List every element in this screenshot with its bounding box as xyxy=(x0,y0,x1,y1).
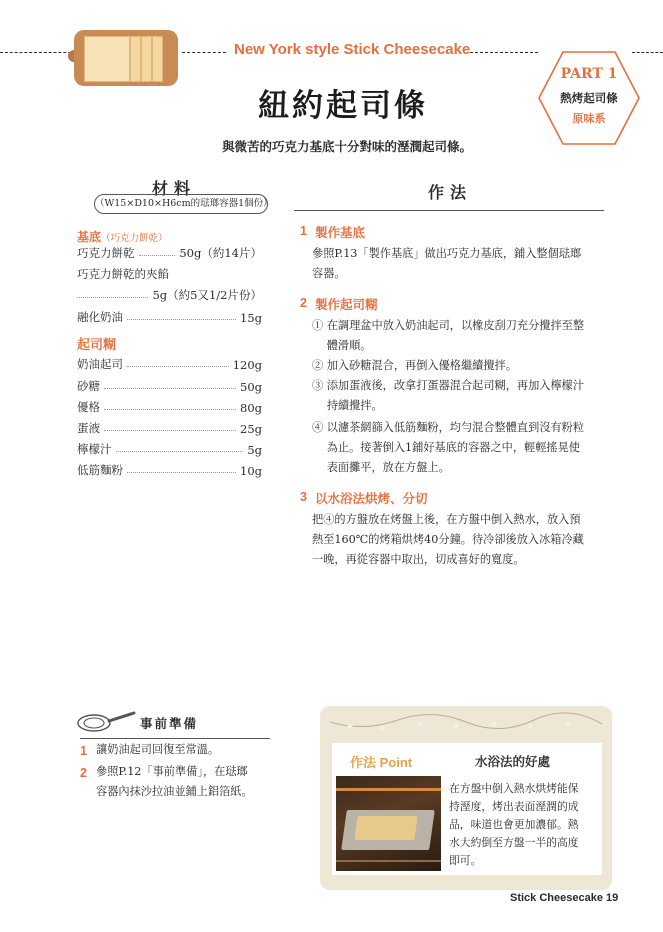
ingredient-amount: 80g xyxy=(240,401,262,415)
ingredient-name: 優格 xyxy=(77,400,100,414)
point-title: 水浴法的好處 xyxy=(475,754,551,769)
step-text: ① 在調理盆中放入奶油起司，以橡皮刮刀充分攪拌至整 xyxy=(312,319,585,332)
ingredient-amount: 15g xyxy=(240,311,262,325)
method-divider xyxy=(294,210,604,211)
step-number: 3 xyxy=(300,490,307,504)
prep-text: 讓奶油起司回復至常溫。 xyxy=(96,743,220,756)
ingredient-row xyxy=(77,397,262,415)
ingredient-row xyxy=(77,307,262,325)
decorative-lights xyxy=(330,712,602,738)
step-text: ④ 以濾茶網篩入低筋麵粉，均勻混合整體直到沒有粉粒 xyxy=(312,421,585,434)
header-dash-left xyxy=(0,52,76,53)
ingredient-row xyxy=(77,460,262,478)
ingredient-row xyxy=(77,418,262,436)
base-section-title: 基底 xyxy=(77,230,102,244)
step-title: 製作基底 xyxy=(315,225,366,240)
header-dash-mid xyxy=(182,52,226,53)
page-title: 紐約起司條 xyxy=(258,88,428,124)
step-text: 為止。接著倒入1鋪好基底的容器之中，輕輕搖晃使 xyxy=(312,441,580,454)
step-text: ③ 添加蛋液後，改拿打蛋器混合起司糊，再加入檸檬汁 xyxy=(312,379,585,392)
step-text: 體滑順。 xyxy=(312,339,372,352)
step-text: 熱至160℃的烤箱烘烤40分鐘。待冷卻後放入冰箱冷藏 xyxy=(312,533,584,546)
ingredient-amount: 50g（約14片） xyxy=(179,246,262,260)
base-section-note: （巧克力餅乾） xyxy=(101,233,168,244)
ingredient-name: 檸檬汁 xyxy=(77,442,112,456)
step-text: 表面攤平，放在方盤上。 xyxy=(312,461,450,474)
header-dash-right xyxy=(470,52,538,53)
prep-heading: 事前準備 xyxy=(140,716,199,731)
ingredient-name: 砂糖 xyxy=(77,379,100,393)
prep-divider xyxy=(80,738,270,739)
step-text: 一晚，再從容器中取出，切成喜好的寬度。 xyxy=(312,553,525,566)
step-number: 1 xyxy=(300,224,307,238)
english-title: New York style Stick Cheesecake xyxy=(234,41,471,58)
step-title: 以水浴法烘烤、分切 xyxy=(315,491,428,506)
ingredient-name: 巧克力餅乾 xyxy=(77,246,135,260)
page-footer: Stick Cheesecake 19 xyxy=(510,892,619,904)
oven-photo xyxy=(336,776,441,871)
point-text: 水大約倒至方盤一半的高度 xyxy=(449,836,579,849)
ingredient-row xyxy=(77,439,262,457)
container-size-note: （W15×D10×H6cm的琺瑯容器1個份） xyxy=(94,194,268,214)
ingredient-row xyxy=(77,354,262,372)
batter-section-title: 起司糊 xyxy=(77,338,117,353)
ingredient-amount: 5g（約5又1/2片份） xyxy=(152,288,262,302)
ingredient-amount: 50g xyxy=(240,380,262,394)
part-badge-category: 熱烤起司條 xyxy=(560,91,618,105)
whisk-icon xyxy=(72,705,138,735)
point-text: 在方盤中倒入熱水烘烤能保 xyxy=(449,782,579,795)
ingredient-amount: 25g xyxy=(240,422,262,436)
part-badge-subcategory: 原味系 xyxy=(572,112,606,125)
part-badge-label: PART 1 xyxy=(560,66,618,82)
point-text: 品，味道也會更加濃郁。熱 xyxy=(449,818,579,831)
point-label: 作法 Point xyxy=(350,755,413,770)
step-title: 製作起司糊 xyxy=(315,297,378,312)
step-text: 參照P.13「製作基底」做出巧克力基底，鋪入整個琺瑯 xyxy=(312,247,582,260)
ingredient-row xyxy=(77,243,262,261)
ingredient-name: 融化奶油 xyxy=(77,310,123,324)
point-text: 持溼度，烤出表面溼潤的成 xyxy=(449,800,579,813)
ingredient-row-continued xyxy=(77,285,262,303)
ingredient-amount: 10g xyxy=(240,464,262,478)
ingredient-name: 巧克力餅乾的夾餡 xyxy=(77,267,169,281)
point-text: 即可。 xyxy=(449,854,482,867)
ingredient-name: 低筋麵粉 xyxy=(77,463,123,477)
step-text: ② 加入砂糖混合，再倒入優格繼續攪拌。 xyxy=(312,359,517,372)
method-heading: 作法 xyxy=(428,183,473,202)
step-text: 容器。 xyxy=(312,267,346,280)
ingredient-name: 奶油起司 xyxy=(77,357,123,371)
recipe-subtitle: 與微苦的巧克力基底十分對味的溼潤起司條。 xyxy=(222,139,473,154)
prep-number: 1 xyxy=(80,744,87,758)
ingredient-amount: 120g xyxy=(232,358,262,372)
step-number: 2 xyxy=(300,296,307,310)
step-text: 把④的方盤放在烤盤上後，在方盤中倒入熱水，放入預 xyxy=(312,513,581,526)
ingredient-row xyxy=(77,376,262,394)
ingredient-row xyxy=(77,264,262,282)
ingredient-amount: 5g xyxy=(247,443,262,457)
step-text: 持續攪拌。 xyxy=(312,399,383,412)
prep-number: 2 xyxy=(80,766,87,780)
prep-text: 容器內抹沙拉油並鋪上鋁箔紙。 xyxy=(96,785,253,798)
ingredient-name: 蛋液 xyxy=(77,421,100,435)
ingredients-heading: 材料 xyxy=(152,179,197,198)
prep-text: 參照P.12「事前準備」，在琺瑯 xyxy=(96,765,248,778)
